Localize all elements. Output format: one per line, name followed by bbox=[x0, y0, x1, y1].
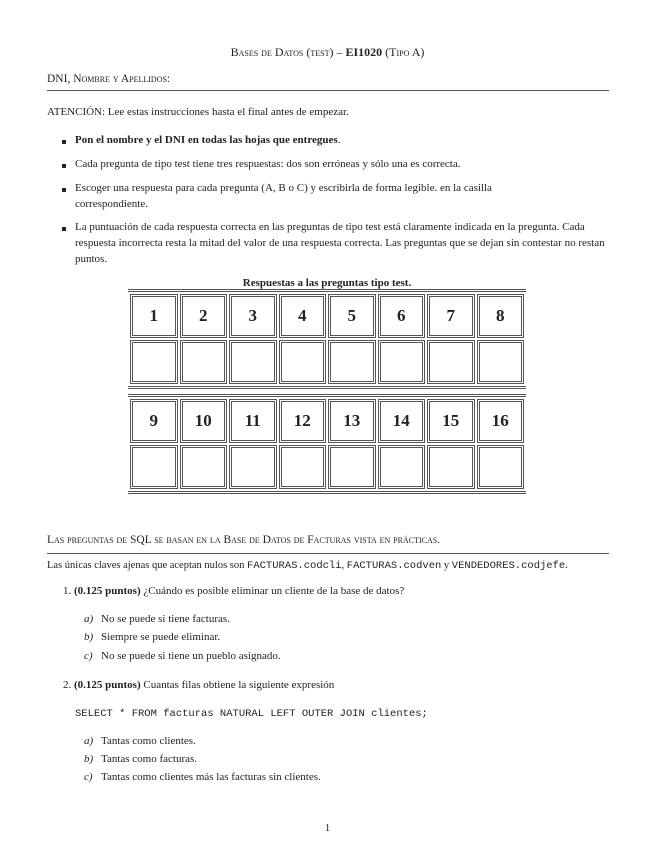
option-text: Tantas como clientes más las facturas sin clientes. bbox=[101, 771, 321, 783]
question-number: 4 bbox=[279, 294, 327, 338]
answer-box[interactable] bbox=[279, 340, 327, 384]
question-text: Cuantas filas obtiene la siguiente expresión bbox=[143, 679, 335, 691]
bullet-icon bbox=[62, 164, 66, 168]
question-number: 16 bbox=[477, 399, 525, 443]
option-b bbox=[84, 753, 197, 765]
answer-box[interactable] bbox=[378, 340, 426, 384]
page-number: 1 bbox=[324, 822, 331, 834]
key-codjefe: VENDEDORES.codjefe bbox=[451, 560, 566, 572]
answer-box[interactable] bbox=[328, 445, 376, 489]
option-label: a) bbox=[84, 613, 94, 625]
option-b bbox=[84, 631, 220, 643]
question-number: 3 bbox=[229, 294, 277, 338]
conjunction: y bbox=[443, 560, 450, 571]
answer-row bbox=[130, 340, 524, 384]
instruction-2: Cada pregunta de tipo test tiene tres respuestas: dos son erróneas y sólo una es correcta. bbox=[75, 158, 461, 170]
bullet-icon bbox=[62, 140, 66, 144]
option-c bbox=[84, 771, 321, 783]
option-text: Tantas como clientes. bbox=[101, 735, 196, 747]
question-number-row bbox=[130, 294, 524, 338]
intro-label: Las únicas claves ajenas que aceptan nulos son bbox=[47, 560, 245, 571]
answer-box[interactable] bbox=[130, 445, 178, 489]
question-1 bbox=[63, 585, 404, 597]
answer-box[interactable] bbox=[378, 445, 426, 489]
instruction-bold: Pon el nombre y el DNI en todas las hojas que entregues bbox=[75, 134, 338, 146]
question-number: 8 bbox=[477, 294, 525, 338]
answer-box[interactable] bbox=[279, 445, 327, 489]
question-number: 15 bbox=[427, 399, 475, 443]
answer-box[interactable] bbox=[180, 340, 228, 384]
question-number-row bbox=[130, 399, 524, 443]
question-number: 6 bbox=[378, 294, 426, 338]
question-number: 11 bbox=[229, 399, 277, 443]
title-prefix: Bases de Datos (test) – bbox=[230, 45, 343, 59]
attention-text: ATENCIÓN: Lee estas instrucciones hasta el final antes de empezar. bbox=[47, 106, 349, 118]
answer-box[interactable] bbox=[477, 340, 525, 384]
option-label: c) bbox=[84, 771, 93, 783]
key-codcli: FACTURAS.codcli bbox=[247, 560, 342, 572]
question-points: (0.125 puntos) bbox=[74, 585, 141, 597]
option-text: Tantas como facturas. bbox=[101, 753, 198, 765]
bullet-icon bbox=[62, 188, 66, 192]
option-label: c) bbox=[84, 650, 93, 662]
answer-table-1 bbox=[128, 289, 526, 389]
question-number: 5 bbox=[328, 294, 376, 338]
option-text: No se puede si tiene facturas. bbox=[101, 613, 230, 625]
question-points: (0.125 puntos) bbox=[74, 679, 141, 691]
answer-box[interactable] bbox=[427, 340, 475, 384]
instruction-4: La puntuación de cada respuesta correcta en las preguntas de tipo test está claramente indicada en la pregunta. Cada respuesta incorrecta resta la mitad del valor de una respuesta correcta. Las preguntas que se dejan sin contestar no restan puntos. bbox=[75, 221, 605, 265]
option-a bbox=[84, 735, 196, 747]
answer-box[interactable] bbox=[427, 445, 475, 489]
answer-box[interactable] bbox=[180, 445, 228, 489]
answer-box[interactable] bbox=[328, 340, 376, 384]
answer-box[interactable] bbox=[477, 445, 525, 489]
question-number: 14 bbox=[378, 399, 426, 443]
title-suffix: (Tipo A) bbox=[385, 45, 425, 59]
answer-table-2 bbox=[128, 394, 526, 494]
key-codven: FACTURAS.codven bbox=[346, 560, 442, 572]
intro-text bbox=[47, 560, 568, 572]
page-title bbox=[0, 45, 655, 60]
answer-box[interactable] bbox=[229, 340, 277, 384]
course-code: EI1020 bbox=[345, 45, 383, 59]
option-text: Siempre se puede eliminar. bbox=[101, 631, 221, 643]
option-label: b) bbox=[84, 631, 94, 643]
question-number: 7 bbox=[427, 294, 475, 338]
option-label: b) bbox=[84, 753, 94, 765]
question-number: 9 bbox=[130, 399, 178, 443]
question-number: 1. bbox=[63, 585, 72, 597]
section-title: Las preguntas de SQL se basan en la Base de Datos de Facturas vista en prácticas. bbox=[47, 534, 441, 546]
question-number: 12 bbox=[279, 399, 327, 443]
question-number: 10 bbox=[180, 399, 228, 443]
student-id-line: DNI, Nombre y Apellidos: bbox=[47, 73, 171, 85]
option-label: a) bbox=[84, 735, 94, 747]
divider bbox=[47, 90, 609, 91]
question-number: 2. bbox=[63, 679, 72, 691]
answer-box[interactable] bbox=[130, 340, 178, 384]
option-c bbox=[84, 650, 281, 662]
question-number: 1 bbox=[130, 294, 178, 338]
answer-row bbox=[130, 445, 524, 489]
bullet-icon bbox=[62, 227, 66, 231]
sql-code: SELECT * FROM facturas NATURAL LEFT OUTER JOIN clientes; bbox=[75, 708, 428, 720]
period: . bbox=[565, 560, 568, 571]
question-number: 13 bbox=[328, 399, 376, 443]
instruction-3: Escoger una respuesta para cada pregunta (A, B o C) y escribirla de forma legible. en la casilla correspondiente. bbox=[75, 182, 492, 210]
question-2 bbox=[63, 679, 334, 691]
option-text: No se puede si tiene un pueblo asignado. bbox=[101, 650, 281, 662]
instruction-1: Pon el nombre y el DNI en todas las hojas que entregues. bbox=[75, 134, 341, 146]
divider bbox=[47, 553, 609, 554]
separator: , bbox=[341, 560, 345, 571]
question-text: ¿Cuándo es posible eliminar un cliente de la base de datos? bbox=[143, 585, 405, 597]
option-a bbox=[84, 613, 230, 625]
answer-table-caption: Respuestas a las preguntas tipo test. bbox=[242, 277, 412, 289]
answer-box[interactable] bbox=[229, 445, 277, 489]
question-number: 2 bbox=[180, 294, 228, 338]
